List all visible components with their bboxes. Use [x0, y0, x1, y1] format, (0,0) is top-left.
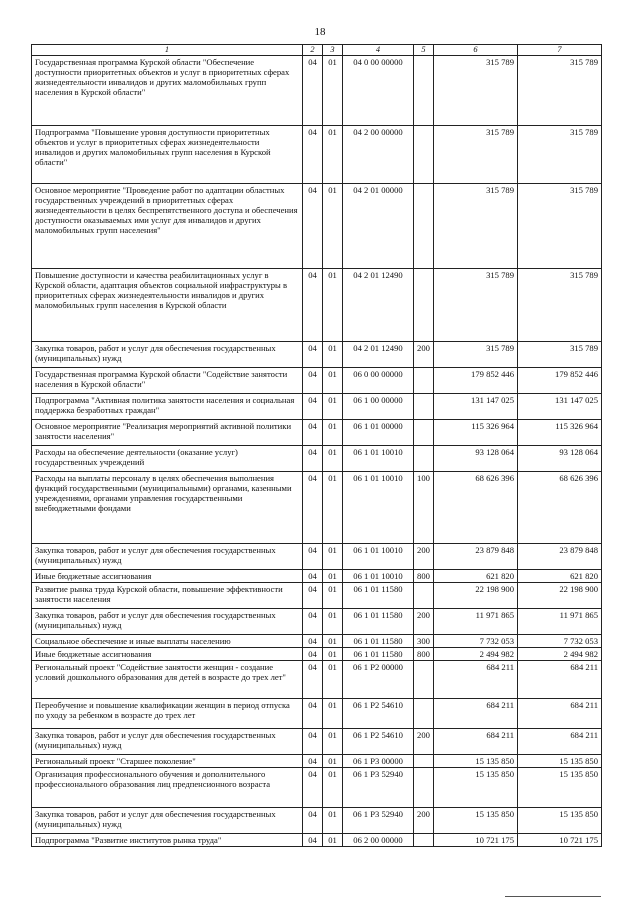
row-name-cell: Переобучение и повышение квалификации женщин в период отпуска по уходу за ребенком в возрасте до трех лет: [32, 698, 303, 728]
row-subsection-cell: 01: [323, 268, 343, 341]
row-name-cell: Расходы на обеспечение деятельности (оказание услуг) государственных учреждений: [32, 445, 303, 471]
table-row: [32, 393, 602, 419]
row-expense-type-cell: [414, 768, 434, 808]
row-amount-cell: 315 789: [518, 341, 602, 367]
row-expense-type-cell: [414, 183, 434, 268]
row-subsection-cell: 01: [323, 647, 343, 660]
row-target-article-cell: 04 2 00 00000: [343, 125, 414, 183]
row-amount-cell: 10 721 175: [434, 834, 518, 847]
row-expense-type-cell: [414, 660, 434, 698]
table-row: [32, 647, 602, 660]
row-name-cell: Подпрограмма "Активная политика занятости населения и социальная поддержка безработных граждан": [32, 393, 303, 419]
header-cell-5: 5: [414, 45, 434, 56]
header-cell-3: 3: [323, 45, 343, 56]
row-amount-cell: 131 147 025: [434, 393, 518, 419]
row-section-cell: 04: [303, 808, 323, 834]
row-expense-type-cell: [414, 393, 434, 419]
row-subsection-cell: 01: [323, 834, 343, 847]
row-subsection-cell: 01: [323, 341, 343, 367]
row-name-cell: Подпрограмма "Повышение уровня доступности приоритетных объектов и услуг в приоритетных сферах жизнедеятельности инвалидов и других маломобильных групп населения в Курской области": [32, 125, 303, 183]
row-amount-cell: 115 326 964: [518, 419, 602, 445]
row-subsection-cell: 01: [323, 728, 343, 754]
row-section-cell: 04: [303, 183, 323, 268]
row-name-cell: Социальное обеспечение и иные выплаты населению: [32, 634, 303, 647]
row-name-cell: Региональный проект "Содействие занятости женщин - создание условий дошкольного образования для детей в возрасте до трех лет": [32, 660, 303, 698]
row-subsection-cell: 01: [323, 660, 343, 698]
row-name-cell: Региональный проект "Старшее поколение": [32, 754, 303, 767]
row-section-cell: 04: [303, 728, 323, 754]
row-subsection-cell: 01: [323, 393, 343, 419]
row-amount-cell: 621 820: [434, 569, 518, 582]
row-target-article-cell: 06 1 01 00000: [343, 419, 414, 445]
table-row: [32, 698, 602, 728]
row-name-cell: Закупка товаров, работ и услуг для обеспечения государственных (муниципальных) нужд: [32, 608, 303, 634]
row-target-article-cell: 06 1 01 10010: [343, 471, 414, 543]
row-amount-cell: 22 198 900: [518, 582, 602, 608]
row-expense-type-cell: 300: [414, 634, 434, 647]
table-row: [32, 367, 602, 393]
row-target-article-cell: 06 1 00 00000: [343, 393, 414, 419]
header-cell-6: 6: [434, 45, 518, 56]
row-expense-type-cell: 200: [414, 808, 434, 834]
table-row: [32, 341, 602, 367]
row-subsection-cell: 01: [323, 471, 343, 543]
table-row: [32, 608, 602, 634]
page-number: 18: [314, 26, 326, 38]
row-section-cell: 04: [303, 367, 323, 393]
table-row: [32, 268, 602, 341]
row-name-cell: Развитие рынка труда Курской области, повышение эффективности занятости населения: [32, 582, 303, 608]
row-amount-cell: 684 211: [434, 698, 518, 728]
row-target-article-cell: 04 2 01 12490: [343, 341, 414, 367]
row-amount-cell: 684 211: [518, 698, 602, 728]
table-row: [32, 754, 602, 767]
row-section-cell: 04: [303, 393, 323, 419]
row-amount-cell: 7 732 053: [434, 634, 518, 647]
row-amount-cell: 15 135 850: [518, 768, 602, 808]
row-section-cell: 04: [303, 834, 323, 847]
row-expense-type-cell: [414, 698, 434, 728]
row-amount-cell: 621 820: [518, 569, 602, 582]
table-row: [32, 728, 602, 754]
table-row: [32, 634, 602, 647]
row-amount-cell: 684 211: [434, 728, 518, 754]
row-target-article-cell: 06 1 P3 52940: [343, 768, 414, 808]
row-amount-cell: 11 971 865: [518, 608, 602, 634]
row-amount-cell: 68 626 396: [434, 471, 518, 543]
row-target-article-cell: 04 2 01 00000: [343, 183, 414, 268]
table-row: [32, 569, 602, 582]
row-amount-cell: 22 198 900: [434, 582, 518, 608]
row-amount-cell: 11 971 865: [434, 608, 518, 634]
row-target-article-cell: 06 1 P2 54610: [343, 698, 414, 728]
row-target-article-cell: 06 1 P2 54610: [343, 728, 414, 754]
row-expense-type-cell: [414, 419, 434, 445]
row-amount-cell: 315 789: [434, 125, 518, 183]
row-subsection-cell: 01: [323, 808, 343, 834]
row-target-article-cell: 06 1 01 10010: [343, 445, 414, 471]
row-section-cell: 04: [303, 569, 323, 582]
row-section-cell: 04: [303, 268, 323, 341]
row-subsection-cell: 01: [323, 768, 343, 808]
row-amount-cell: 315 789: [518, 268, 602, 341]
header-cell-2: 2: [303, 45, 323, 56]
row-section-cell: 04: [303, 471, 323, 543]
row-amount-cell: 315 789: [434, 268, 518, 341]
row-target-article-cell: 04 2 01 12490: [343, 268, 414, 341]
row-amount-cell: 15 135 850: [518, 754, 602, 767]
row-amount-cell: 93 128 064: [518, 445, 602, 471]
row-target-article-cell: 06 0 00 00000: [343, 367, 414, 393]
row-section-cell: 04: [303, 768, 323, 808]
row-target-article-cell: 06 1 01 11580: [343, 647, 414, 660]
row-amount-cell: 684 211: [434, 660, 518, 698]
row-expense-type-cell: 200: [414, 728, 434, 754]
row-section-cell: 04: [303, 647, 323, 660]
row-amount-cell: 131 147 025: [518, 393, 602, 419]
row-expense-type-cell: [414, 445, 434, 471]
row-expense-type-cell: [414, 367, 434, 393]
row-target-article-cell: 06 1 01 11580: [343, 608, 414, 634]
row-amount-cell: 68 626 396: [518, 471, 602, 543]
row-section-cell: 04: [303, 660, 323, 698]
row-name-cell: Государственная программа Курской области "Обеспечение доступности приоритетных объектов и услуг в приоритетных сферах жизнедеятельности инвалидов и других маломобильных групп населения в Курской области": [32, 55, 303, 125]
header-row: [32, 45, 602, 56]
row-expense-type-cell: 200: [414, 341, 434, 367]
row-subsection-cell: 01: [323, 634, 343, 647]
row-target-article-cell: 06 1 01 11580: [343, 634, 414, 647]
row-expense-type-cell: 800: [414, 569, 434, 582]
row-subsection-cell: 01: [323, 55, 343, 125]
table-row: [32, 768, 602, 808]
row-expense-type-cell: [414, 834, 434, 847]
row-amount-cell: 315 789: [434, 183, 518, 268]
row-amount-cell: 315 789: [434, 55, 518, 125]
row-amount-cell: 7 732 053: [518, 634, 602, 647]
row-section-cell: 04: [303, 698, 323, 728]
row-name-cell: Закупка товаров, работ и услуг для обеспечения государственных (муниципальных) нужд: [32, 728, 303, 754]
header-cell-1: 1: [32, 45, 303, 56]
table-row: [32, 55, 602, 125]
row-amount-cell: 10 721 175: [518, 834, 602, 847]
row-name-cell: Подпрограмма "Развитие институтов рынка труда": [32, 834, 303, 847]
row-amount-cell: 15 135 850: [518, 808, 602, 834]
row-section-cell: 04: [303, 125, 323, 183]
row-subsection-cell: 01: [323, 608, 343, 634]
row-amount-cell: 15 135 850: [434, 754, 518, 767]
row-section-cell: 04: [303, 754, 323, 767]
table-row: [32, 582, 602, 608]
table-row: [32, 543, 602, 569]
row-amount-cell: 179 852 446: [518, 367, 602, 393]
row-target-article-cell: 06 1 P2 00000: [343, 660, 414, 698]
row-name-cell: Государственная программа Курской области "Содействие занятости населения в Курской области": [32, 367, 303, 393]
row-name-cell: Повышение доступности и качества реабилитационных услуг в Курской области, адаптация объектов социальной инфраструктуры в приоритетных сферах жизнедеятельности инвалидов и других маломобильных групп населения в Курской области: [32, 268, 303, 341]
row-section-cell: 04: [303, 445, 323, 471]
row-expense-type-cell: 200: [414, 608, 434, 634]
row-target-article-cell: 06 1 01 10010: [343, 543, 414, 569]
budget-table: [31, 44, 602, 847]
row-section-cell: 04: [303, 419, 323, 445]
row-subsection-cell: 01: [323, 125, 343, 183]
row-name-cell: Закупка товаров, работ и услуг для обеспечения государственных (муниципальных) нужд: [32, 808, 303, 834]
row-amount-cell: 684 211: [518, 728, 602, 754]
row-amount-cell: 23 879 848: [434, 543, 518, 569]
footer-rule: [505, 896, 601, 897]
row-target-article-cell: 06 1 P3 52940: [343, 808, 414, 834]
row-name-cell: Расходы на выплаты персоналу в целях обеспечения выполнения функций государственными (муниципальными) органами, казенными учреждениями, органами управления государственными внебюджетными фондами: [32, 471, 303, 543]
row-expense-type-cell: [414, 754, 434, 767]
row-section-cell: 04: [303, 55, 323, 125]
header-cell-7: 7: [518, 45, 602, 56]
row-name-cell: Основное мероприятие "Проведение работ по адаптации областных государственных учреждений в приоритетных сферах жизнедеятельности в целях беспрепятственного доступа и обеспечения доступности оказываемых ими услуг для инвалидов и других маломобильных групп населения": [32, 183, 303, 268]
row-name-cell: Закупка товаров, работ и услуг для обеспечения государственных (муниципальных) нужд: [32, 543, 303, 569]
row-name-cell: Иные бюджетные ассигнования: [32, 569, 303, 582]
row-expense-type-cell: [414, 582, 434, 608]
row-amount-cell: 684 211: [518, 660, 602, 698]
row-target-article-cell: 06 1 01 11580: [343, 582, 414, 608]
row-section-cell: 04: [303, 634, 323, 647]
row-name-cell: Основное мероприятие "Реализация мероприятий активной политики занятости населения": [32, 419, 303, 445]
row-section-cell: 04: [303, 543, 323, 569]
row-subsection-cell: 01: [323, 582, 343, 608]
row-expense-type-cell: [414, 125, 434, 183]
row-name-cell: Закупка товаров, работ и услуг для обеспечения государственных (муниципальных) нужд: [32, 341, 303, 367]
row-section-cell: 04: [303, 608, 323, 634]
table-row: [32, 419, 602, 445]
row-target-article-cell: 04 0 00 00000: [343, 55, 414, 125]
row-amount-cell: 23 879 848: [518, 543, 602, 569]
row-amount-cell: 315 789: [518, 55, 602, 125]
row-name-cell: Иные бюджетные ассигнования: [32, 647, 303, 660]
table-row: [32, 125, 602, 183]
row-expense-type-cell: 100: [414, 471, 434, 543]
table-row: [32, 471, 602, 543]
row-amount-cell: 15 135 850: [434, 768, 518, 808]
row-subsection-cell: 01: [323, 754, 343, 767]
header-cell-4: 4: [343, 45, 414, 56]
row-amount-cell: 315 789: [518, 183, 602, 268]
row-expense-type-cell: [414, 268, 434, 341]
row-amount-cell: 2 494 982: [518, 647, 602, 660]
row-subsection-cell: 01: [323, 367, 343, 393]
row-amount-cell: 315 789: [518, 125, 602, 183]
row-expense-type-cell: 200: [414, 543, 434, 569]
row-target-article-cell: 06 1 01 10010: [343, 569, 414, 582]
row-expense-type-cell: 800: [414, 647, 434, 660]
row-subsection-cell: 01: [323, 445, 343, 471]
row-section-cell: 04: [303, 582, 323, 608]
row-amount-cell: 15 135 850: [434, 808, 518, 834]
row-subsection-cell: 01: [323, 543, 343, 569]
row-amount-cell: 115 326 964: [434, 419, 518, 445]
row-section-cell: 04: [303, 341, 323, 367]
table-row: [32, 834, 602, 847]
table-row: [32, 445, 602, 471]
row-target-article-cell: 06 1 P3 00000: [343, 754, 414, 767]
row-amount-cell: 2 494 982: [434, 647, 518, 660]
row-subsection-cell: 01: [323, 183, 343, 268]
row-target-article-cell: 06 2 00 00000: [343, 834, 414, 847]
row-amount-cell: 179 852 446: [434, 367, 518, 393]
table-row: [32, 808, 602, 834]
row-subsection-cell: 01: [323, 698, 343, 728]
row-amount-cell: 93 128 064: [434, 445, 518, 471]
row-subsection-cell: 01: [323, 569, 343, 582]
row-subsection-cell: 01: [323, 419, 343, 445]
table-row: [32, 183, 602, 268]
table-row: [32, 660, 602, 698]
row-expense-type-cell: [414, 55, 434, 125]
row-amount-cell: 315 789: [434, 341, 518, 367]
row-name-cell: Организация профессионального обучения и дополнительного профессионального образования лиц предпенсионного возраста: [32, 768, 303, 808]
